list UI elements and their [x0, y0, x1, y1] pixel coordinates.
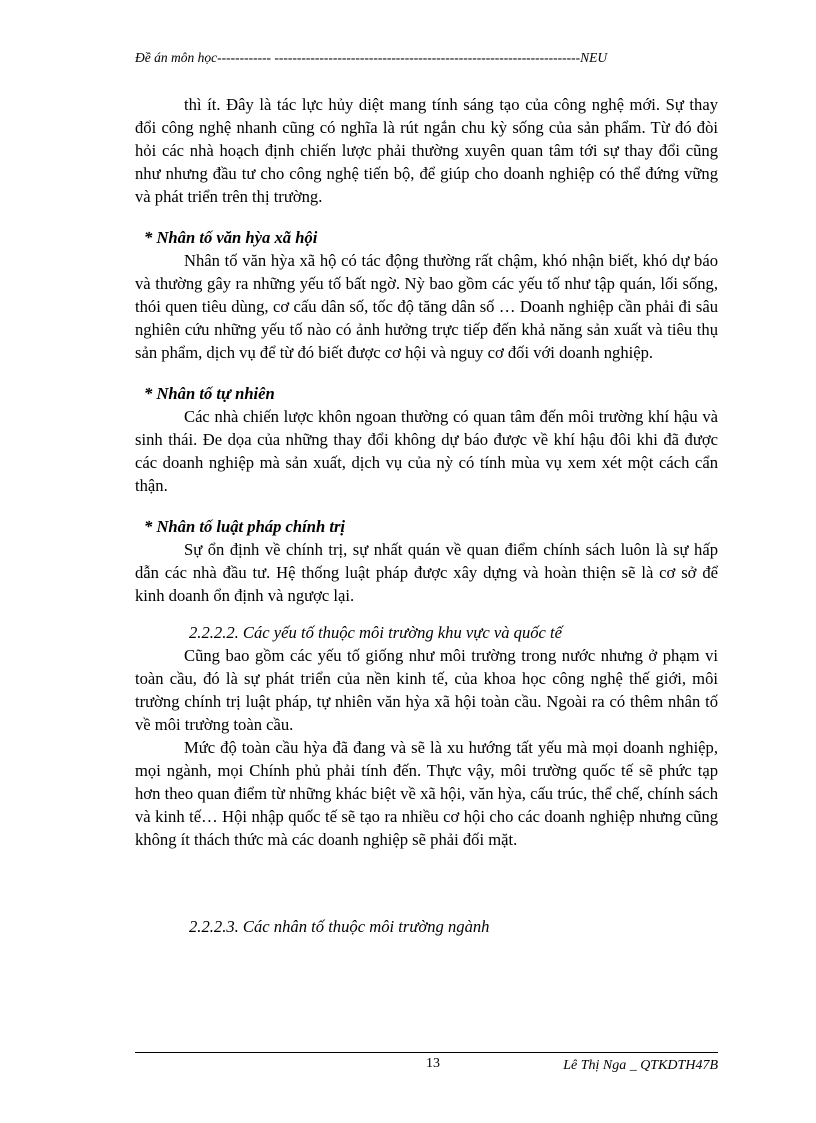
page-body — [135, 93, 718, 938]
paragraph-law-politics: Sự ổn định về chính trị, sự nhất quán về quan điểm chính sách luôn là sự hấp dẫn các nhà đầu tư. Hệ thống luật pháp được xây dựng và hoàn thiện sẽ là cơ sở để kinh doanh ổn định và ngược lại. — [135, 540, 718, 605]
paragraph-culture-society: Nhân tố văn hỳa xã hộ có tác động thường rất chậm, khó nhận biết, khó dự báo và thường gây ra những yếu tố bất ngờ. Nỳ bao gồm các yếu tố như tập quán, lối sống, thói quen tiêu dùng, cơ cấu dân số, tốc độ tăng dân số … Doanh nghiệp cần phải đi sâu nghiên cứu những yếu tố nào có ảnh hưởng trực tiếp đến khả năng sản xuất và tiêu thụ sản phẩm, dịch vụ để từ đó biết được cơ hội và nguy cơ đối với doanh nghiệp. — [135, 251, 718, 362]
paragraph-globalization: Mức độ toàn cầu hỳa đã đang và sẽ là xu hướng tất yếu mà mọi doanh nghiệp, mọi ngành, mọi Chính phủ phải tính đến. Thực vậy, môi trường quốc tế sẽ phức tạp hơn theo quan điểm từ những khác biệt về xã hội, văn hỳa, cấu trúc, thể chế, chính sách và kinh tế… Hội nhập quốc tế sẽ tạo ra nhiều cơ hội cho các doanh nghiệp nhưng cũng không ít thách thức mà các doanh nghiệp sẽ phải đối mặt. — [135, 738, 718, 849]
paragraph-global-factors: Cũng bao gồm các yếu tố giống như môi trường trong nước nhưng ở phạm vi toàn cầu, đó là sự phát triển của nền kinh tế, của khoa học công nghệ thế giới, môi trường chính trị luật pháp, tự nhiên văn hỳa xã hội toàn cầu. Ngoài ra có thêm nhân tố về môi trường toàn cầu. — [135, 646, 718, 734]
footer-author: Lê Thị Nga _ QTKDTH47B — [563, 1058, 718, 1073]
heading-law-politics: * Nhân tố luật pháp chính trị — [144, 517, 346, 536]
page-header: Đề án môn học------------ --------------------------------------------------------------------NEU — [135, 50, 608, 65]
heading-nature: * Nhân tố tự nhiên — [144, 384, 275, 403]
page-number: 13 — [426, 1056, 440, 1071]
subsection-industry-environment: 2.2.2.3. Các nhân tố thuộc môi trường ngành — [189, 917, 490, 936]
paragraph-technology-change: thì ít. Đây là tác lực hủy diệt mang tính sáng tạo của công nghệ mới. Sự thay đổi công nghệ nhanh cũng có nghĩa là rút ngắn chu kỳ sống của sản phẩm. Từ đó đòi hỏi các nhà hoạch định chiến lược phải thường xuyên quan tâm tới sự thay đổi cũng như nhưng đầu tư cho công nghệ tiến bộ, để giúp cho doanh nghiệp có thể đứng vững và phát triển trên thị trường. — [135, 95, 718, 206]
subsection-regional-international: 2.2.2.2. Các yếu tố thuộc môi trường khu vực và quốc tế — [189, 623, 563, 642]
heading-culture-society: * Nhân tố văn hỳa xã hội — [144, 228, 318, 247]
paragraph-nature: Các nhà chiến lược khôn ngoan thường có quan tâm đến môi trường khí hậu và sinh thái. Đe dọa của những thay đổi không dự báo được về khí hậu đôi khi đã được các doanh nghiệp mà sản xuất, dịch vụ của nỳ có tính mùa vụ xem xét một cách cẩn thận. — [135, 407, 718, 495]
footer-divider — [135, 1052, 718, 1053]
